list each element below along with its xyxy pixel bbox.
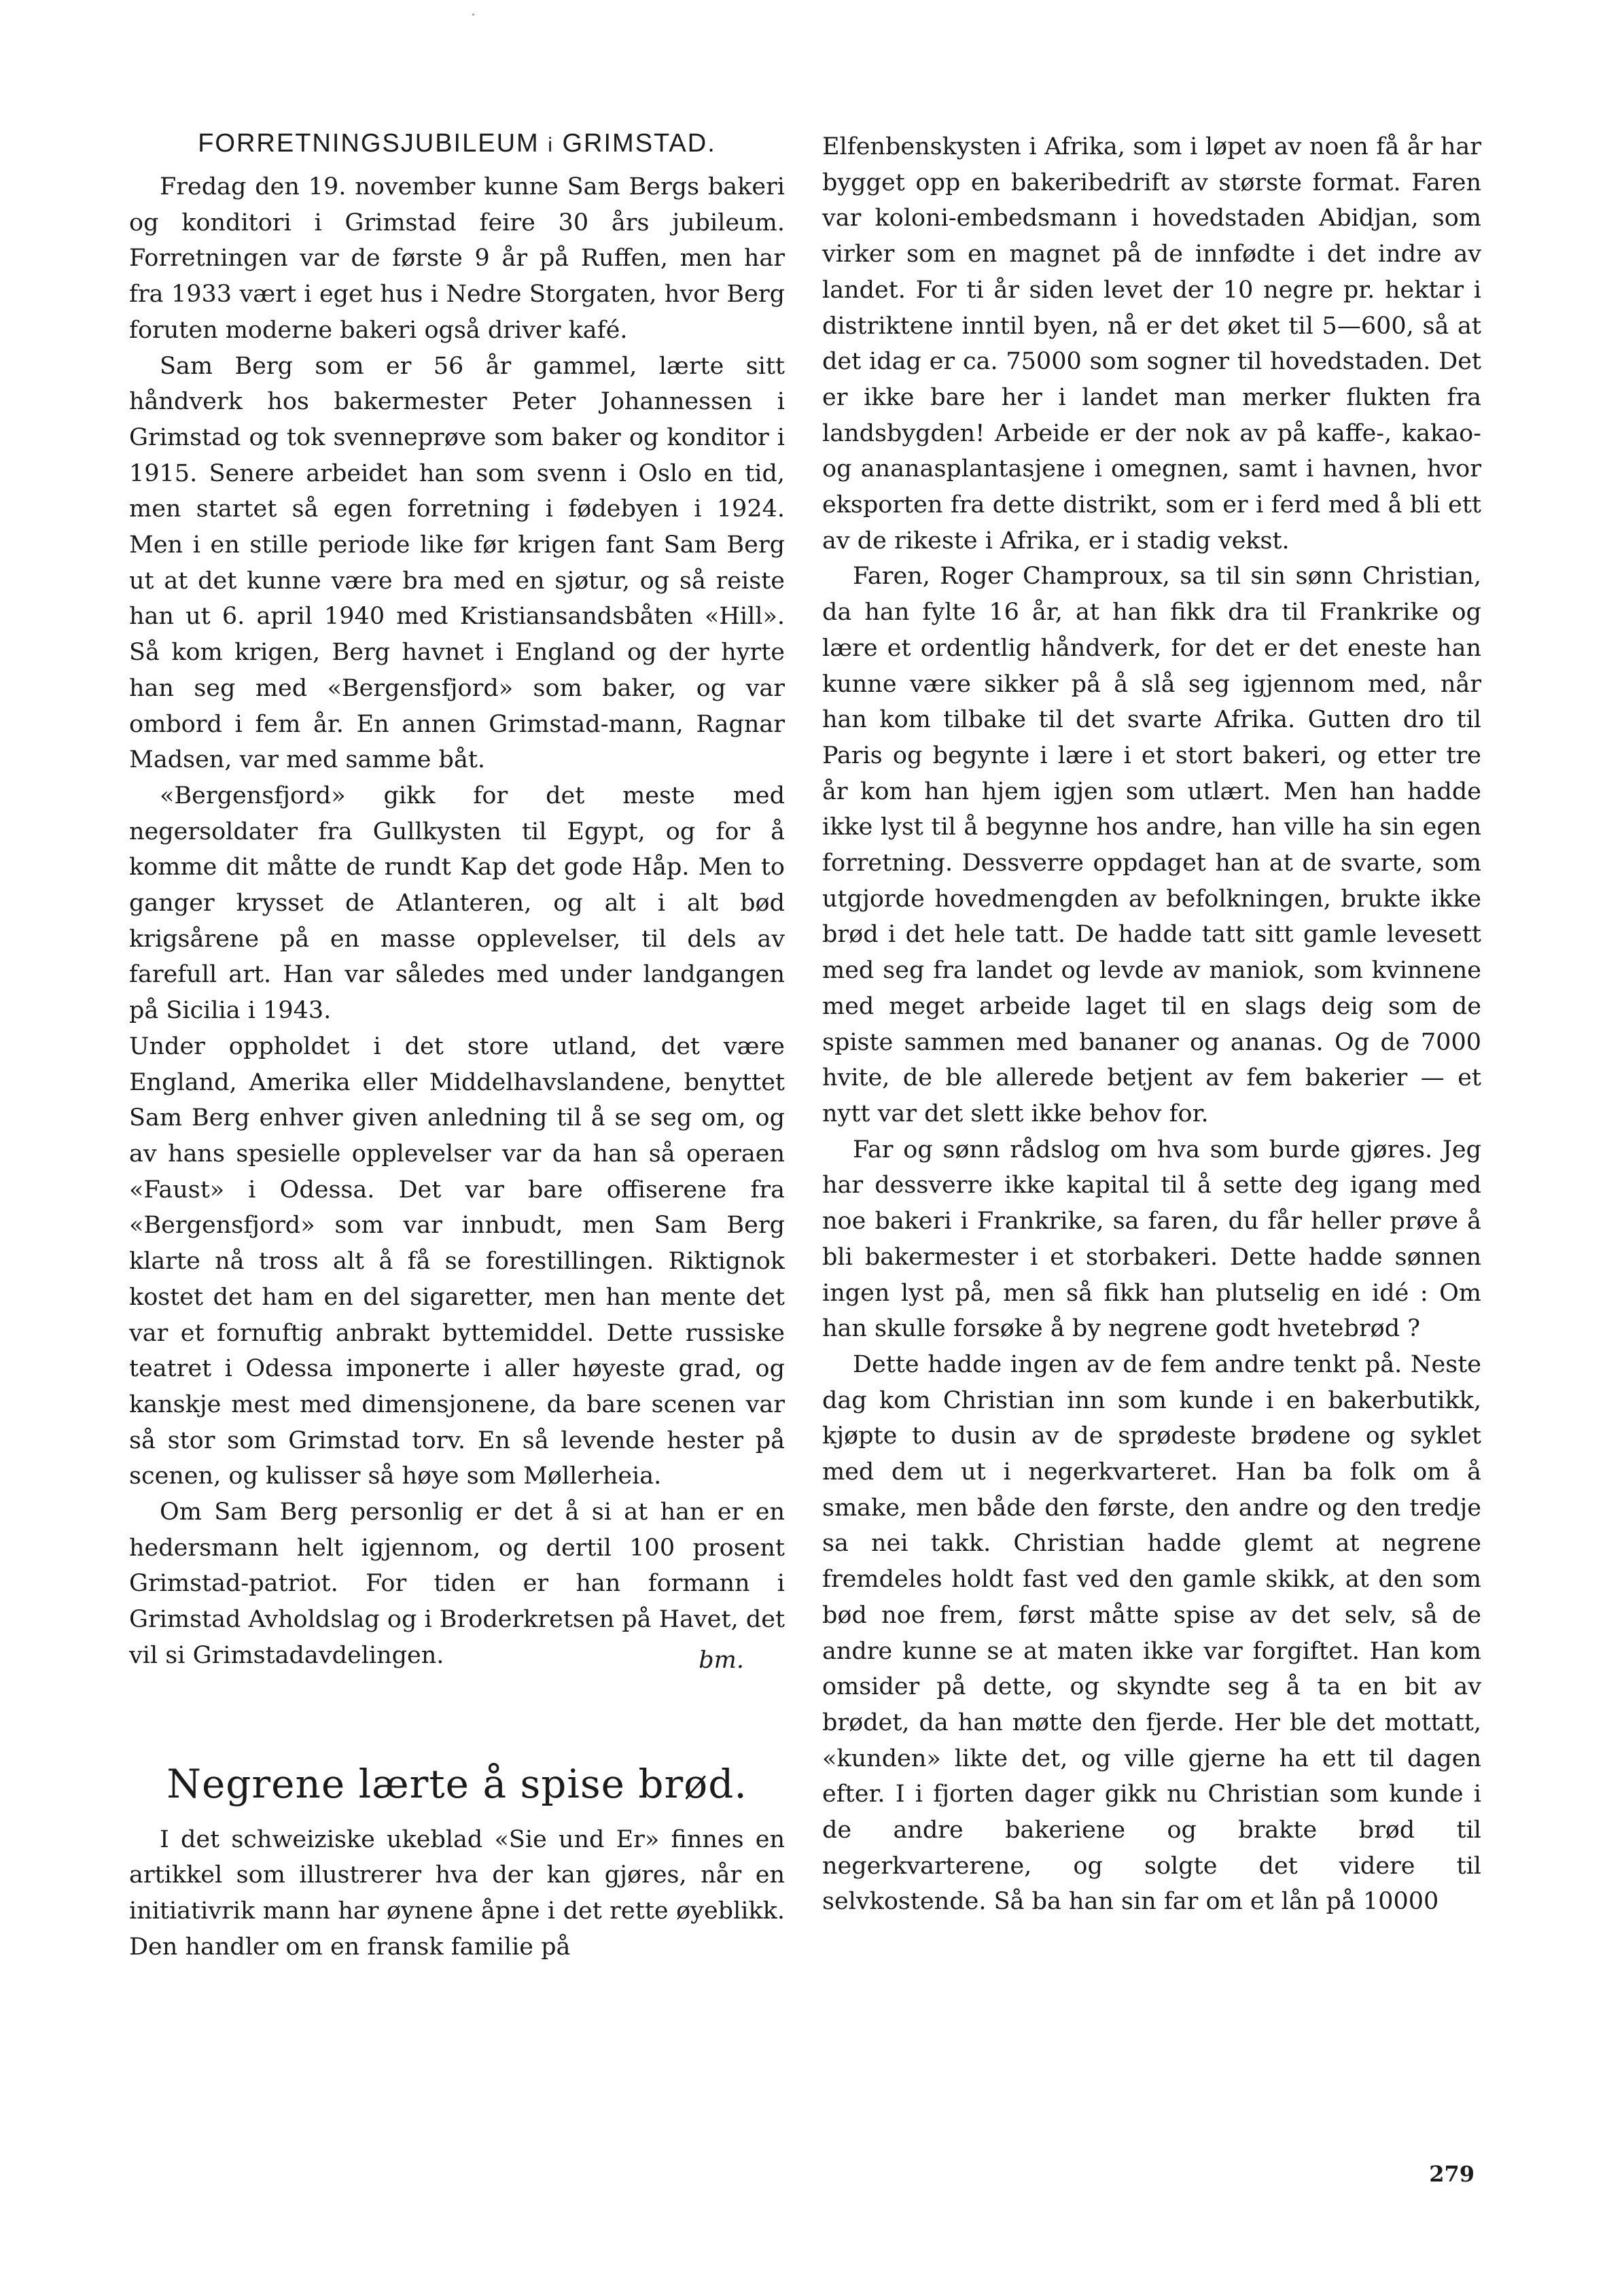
article1-paragraph: Sam Berg som er 56 år gammel, lærte sitt håndverk hos bakermester Peter Johannessen i Grimstad og tok svenneprøve som baker og konditor i 1915. Senere arbeidet han som svenn i Oslo en tid, men startet så egen forretning i fødebyen i 1924. Men i en stille periode like før krigen fant Sam Berg ut at det kunne være bra med en sjøtur, og så reiste han ut 6. april 1940 med Kristiansandsbåten «Hill». Så kom krigen, Berg havnet i England og der hyrte han seg med «Bergensfjord» som baker, og var ombord i fem år. En annen Grimstad-mann, Ragnar Madsen, var med samme båt. bbox=[129, 352, 785, 774]
page-number: 279 bbox=[1429, 2161, 1475, 2187]
article2-title: Negrene lærte å spise brød. bbox=[166, 1760, 747, 1807]
article1-paragraph: Om Sam Berg personlig er det å si at han er en hedersmann helt igjennom, og dertil 100 prosent Grimstad-patriot. For tiden er han formann i Grimstad Avholdslag og i Broderkretsen på Havet, det vil si Grimstadavdelingen. bbox=[129, 1499, 785, 1669]
heading-main: FORRETNINGSJUBILEUM bbox=[198, 129, 540, 158]
heading-prep: i bbox=[548, 134, 554, 156]
article1-closing bbox=[129, 1494, 785, 1674]
author-signature: bm. bbox=[699, 1646, 744, 1674]
left-column bbox=[129, 129, 785, 1965]
article2-paragraph: I det schweiziske ukeblad «Sie und Er» finnes en artikkel som illustrerer hva der kan gjøres, når en initiativrik mann har øynene åpne i det rette øyeblikk. Den handler om en fransk familie på bbox=[129, 1825, 785, 1961]
right-column bbox=[822, 129, 1481, 1920]
article2-paragraph: Dette hadde ingen av de fem andre tenkt på. Neste dag kom Christian inn som kunde i en bakerbutikk, kjøpte to dusin av de sprødeste brødene og syklet med dem ut i negerkvarteret. Han ba folk om å smake, men både den første, den andre og den tredje sa nei takk. Christian hadde glemt at negrene fremdeles holdt fast ved den gamle skikk, at den som bød noe frem, først måtte spise av det selv, så de andre kunne se at maten ikke var forgiftet. Han kom omsider på dette, og skyndte seg å ta en bit av brødet, da han møtte den fjerde. Her ble det mottatt, «kunden» likte det, og ville gjerne ha ett til dagen efter. I i fjorten dager gikk nu Christian som kunde i de andre bakeriene og brakte brød til negerkvarterene, og solgte det videre til selvkostende. Så ba han sin far om et lån på 10000 bbox=[822, 1350, 1481, 1916]
article1-paragraph: Fredag den 19. november kunne Sam Bergs bakeri og konditori i Grimstad feire 30 års jubileum. Forretningen var de første 9 år på Ruffen, men har fra 1933 vært i eget hus i Nedre Storgaten, hvor Berg foruten moderne bakeri også driver kafé. bbox=[129, 173, 785, 344]
article1-paragraph: «Bergensfjord» gikk for det meste med negersoldater fra Gullkysten til Egypt, og for å komme dit måtte de rundt Kap det gode Håp. Men to ganger krysset de Atlanteren, og alt i alt bød krigsårene på en masse opplevelser, til dels av farefull art. Han var således med under landgangen på Sicilia i 1943. bbox=[129, 782, 785, 1025]
article1-heading bbox=[129, 129, 785, 158]
article1-paragraph: Under oppholdet i det store utland, det være England, Amerika eller Middelhavslandene, benyttet Sam Berg enhver given anledning til å se seg om, og av hans spesielle opplevelser var da han så operaen «Faust» i Odessa. Det var bare offiserene fra «Bergensfjord» som var innbudt, men Sam Berg klarte nå tross alt å få se forestillingen. Riktignok kostet det ham en del sigaretter, men han mente det var et fornuftig anbrakt byttemiddel. Dette russiske teatret i Odessa imponerte i aller høyeste grad, og kanskje mest med dimensjonene, da bare scenen var så stor som Grimstad torv. En så levende hester på scenen, og kulisser så høye som Møllerheia. bbox=[129, 1032, 785, 1490]
article2-paragraph: Far og sønn rådslog om hva som burde gjøres. Jeg har dessverre ikke kapital til å sette deg igang med noe bakeri i Frankrike, sa faren, du får heller prøve å bli bakermester i et storbakeri. Dette hadde sønnen ingen lyst på, men så fikk han plutselig en idé : Om han skulle forsøke å by negrene godt hvetebrød ? bbox=[822, 1136, 1481, 1343]
article2-paragraph: Elfenbenskysten i Afrika, som i løpet av noen få år har bygget opp en bakeribedrift av største format. Faren var koloni-embedsmann i hovedstaden Abidjan, som virker som en magnet på de innfødte i det indre av landet. For ti år siden levet der 10 negre pr. hektar i distriktene inntil byen, nå er det øket til 5—600, så at det idag er ca. 75000 som sogner til hovedstaden. Det er ikke bare her i landet man merker flukten fra landsbygden! Arbeide er der nok av på kaffe-, kakao- og ananasplantasjene i omegnen, samt i havnen, hvor eksporten fra dette distrikt, som er i ferd med å bli ett av de rikeste i Afrika, er i stadig vekst. bbox=[822, 133, 1481, 555]
print-speck bbox=[472, 14, 474, 16]
article2-paragraph: Faren, Roger Champroux, sa til sin sønn Christian, da han fylte 16 år, at han fikk dra til Frankrike og lære et ordentlig håndverk, for det er det eneste han kunne være sikker på å slå seg igjennom med, når han kom tilbake til det svarte Afrika. Gutten dro til Paris og begynte i lære i et stort bakeri, og etter tre år kom han hjem igjen som utlært. Men han hadde ikke lyst til å begynne hos andre, han ville ha sin egen forretning. Dessverre oppdaget han at de svarte, som utgjorde hovedmengden av befolkningen, brukte ikke brød i det hele tatt. De hadde tatt sitt gamle levesett med seg fra landet og levde av maniok, som kvinnene med meget arbeide laget til en slags deig som de spiste sammen med bananer og ananas. Og de 7000 hvite, de ble allerede betjent av fem bakerier — et nytt var det slett ikke behov for. bbox=[822, 563, 1481, 1127]
heading-place: GRIMSTAD. bbox=[562, 129, 716, 158]
